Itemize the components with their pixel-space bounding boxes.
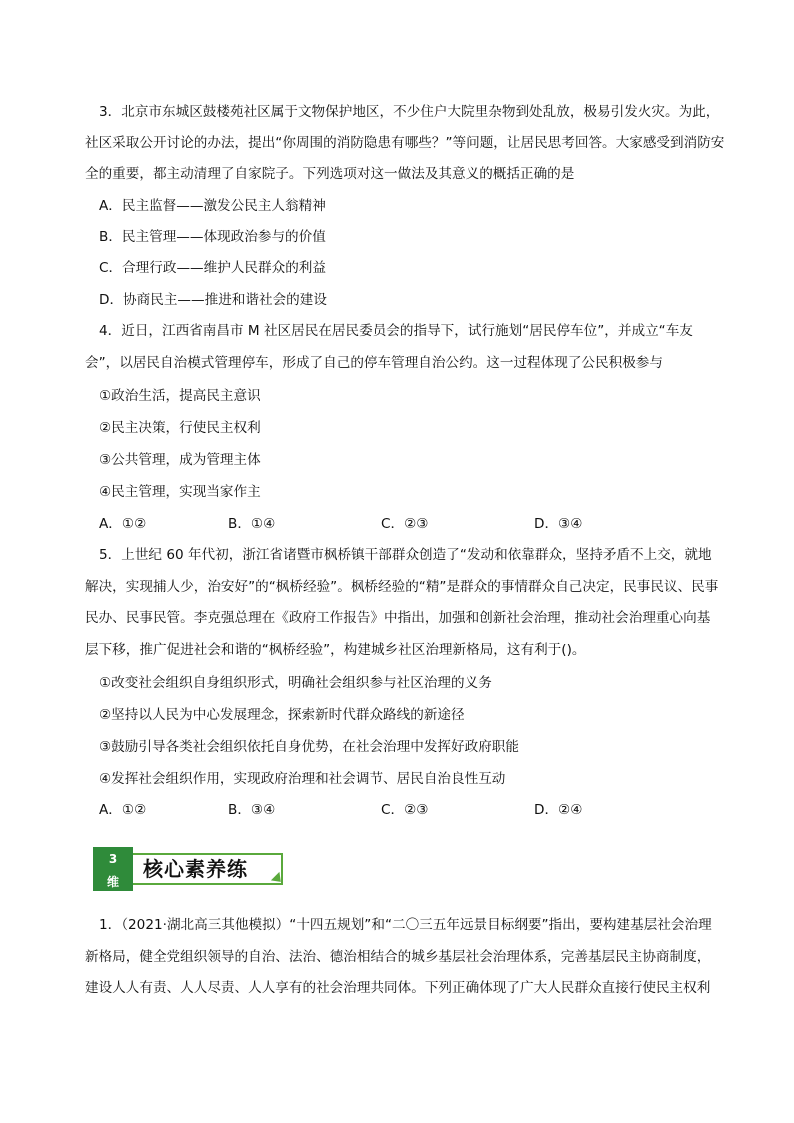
section-title: 核心素养练 [143,857,248,881]
q3-line-1: 3．北京市东城区鼓楼苑社区属于文物保护地区，不少住户大院里杂物到处乱放，极易引发火灾。为此， [99,104,720,120]
q3-line-3: 全的重要，都主动清理了自家院子。下列选项对这一做法及其意义的概括正确的是 [85,166,575,182]
q4-choice-a: A．①② [99,516,147,532]
q5-line-1: 5．上世纪 60 年代初，浙江省诸暨市枫桥镇干部群众创造了“发动和依靠群众，坚持矛盾不上交，就地 [99,547,712,563]
q5-item-1: ①改变社会组织自身组织形式，明确社会组织参与社区治理的义务 [99,675,492,691]
s1-line-2: 新格局，健全党组织领导的自治、法治、德治相结合的城乡基层社会治理体系，完善基层民主协商制度， [85,949,711,965]
q4-choice-d: D．③④ [534,516,583,532]
s1-line-1: 1．（2021·湖北高三其他模拟）“十四五规划”和“二〇三五年远景目标纲要”指出，要构建基层社会治理 [99,917,712,933]
q4-line-1: 4．近日，江西省南昌市 M 社区居民在居民委员会的指导下，试行施划“居民停车位”，并成立“车友 [99,323,693,339]
q3-option-b: B．民主管理——体现政治参与的价值 [99,229,326,245]
s1-line-3: 建设人人有责、人人尽责、人人享有的社会治理共同体。下列正确体现了广大人民群众直接行使民主权利 [85,980,711,996]
q3-option-a: A．民主监督——激发公民主人翁精神 [99,198,326,214]
q4-item-4: ④民主管理，实现当家作主 [99,484,261,500]
q5-item-3: ③鼓励引导各类社会组织依托自身优势，在社会治理中发挥好政府职能 [99,739,519,755]
section-number: 3 [108,852,118,866]
section-number-badge [93,847,133,891]
q4-choice-b: B．①④ [228,516,276,532]
q5-choice-a: A．①② [99,802,147,818]
q4-choice-c: C．②③ [381,516,429,532]
q4-item-1: ①政治生活，提高民主意识 [99,388,261,404]
q3-option-c: C．合理行政——维护人民群众的利益 [99,260,326,276]
q3-line-2: 社区采取公开讨论的办法，提出“你周围的消防隐患有哪些？”等问题，让居民思考回答。大家感受到消防安 [85,135,725,151]
q5-item-4: ④发挥社会组织作用，实现政府治理和社会调节、居民自治良性互动 [99,771,506,787]
q5-line-2: 解决，实现捕人少，治安好”的“枫桥经验”。枫桥经验的“精”是群众的事情群众自己决定，民事民议、民事 [85,579,719,595]
q5-item-2: ②坚持以人民为中心发展理念，探索新时代群众路线的新途径 [99,707,465,723]
q4-line-2: 会”，以居民自治模式管理停车，形成了自己的停车管理自治公约。这一过程体现了公民积极参与 [85,355,663,371]
q5-choice-d: D．②④ [534,802,583,818]
q3-option-d: D．协商民主——推进和谐社会的建设 [99,292,327,308]
q4-item-3: ③公共管理，成为管理主体 [99,452,261,468]
section-header [93,847,287,891]
q5-choice-b: B．③④ [228,802,276,818]
section-unit: 维 [106,875,119,889]
q4-item-2: ②民主决策，行使民主权利 [99,420,261,436]
q5-line-4: 层下移，推广促进社会和谐的“枫桥经验”，构建城乡社区治理新格局，这有利于()。 [85,642,586,658]
q5-choice-c: C．②③ [381,802,429,818]
q5-line-3: 民办、民事民管。李克强总理在《政府工作报告》中指出，加强和创新社会治理，推动社会治理重心向基 [85,610,711,626]
